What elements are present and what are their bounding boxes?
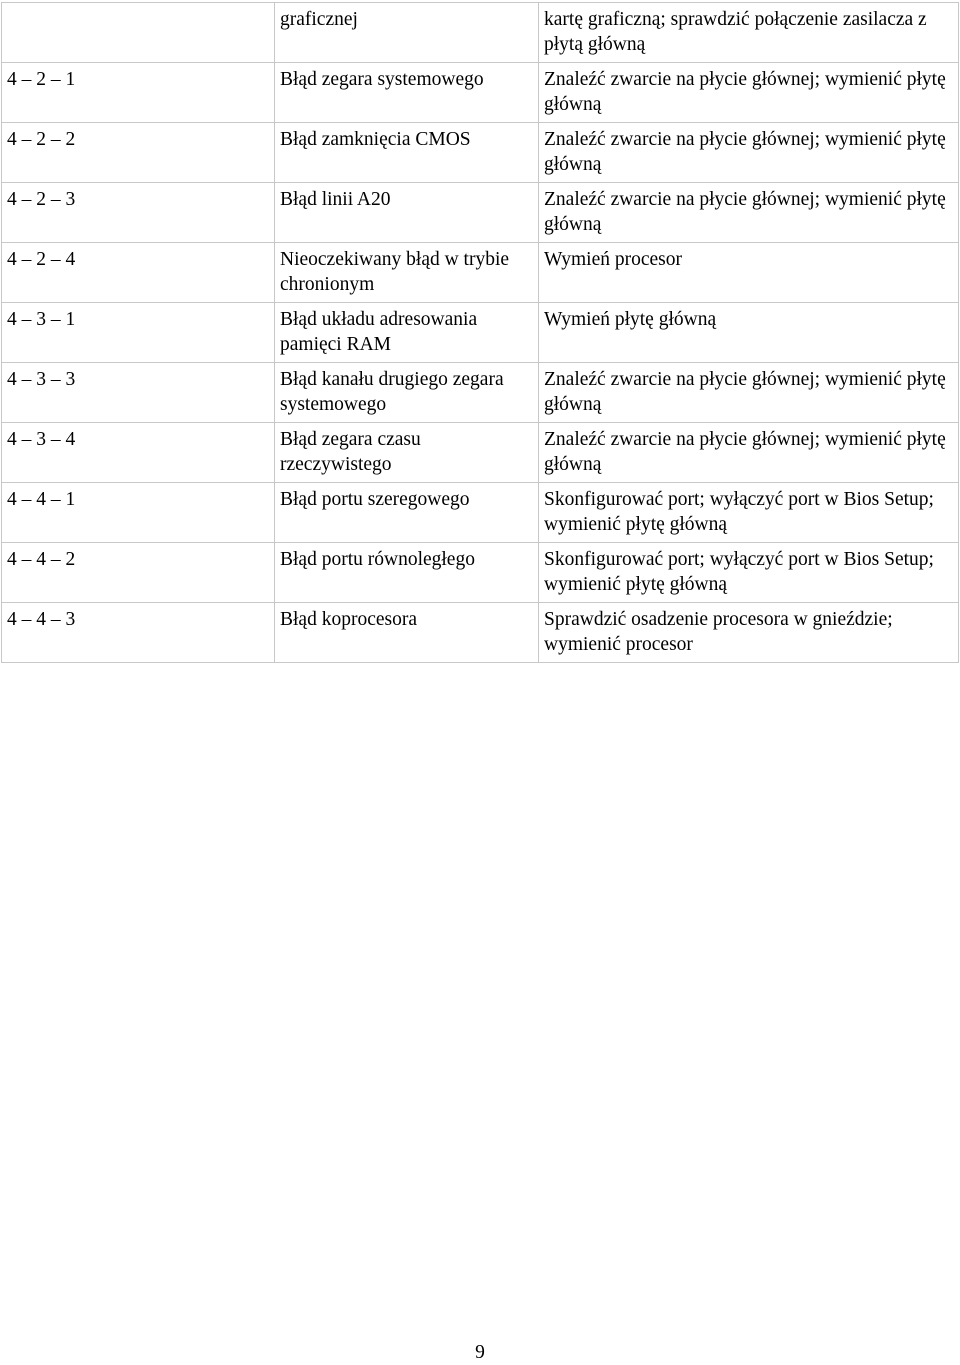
table-row xyxy=(2,543,959,603)
error-description-cell: Błąd zegara systemowego xyxy=(275,63,539,123)
beep-code-cell: 4 – 3 – 3 xyxy=(2,363,275,423)
remedy-cell: Znaleźć zwarcie na płycie głównej; wymienić płytę główną xyxy=(539,363,959,423)
error-description-cell: Nieoczekiwany błąd w trybie chronionym xyxy=(275,243,539,303)
table-row xyxy=(2,483,959,543)
error-description-cell: Błąd portu szeregowego xyxy=(275,483,539,543)
error-description-cell: Błąd układu adresowania pamięci RAM xyxy=(275,303,539,363)
remedy-cell: Wymień płytę główną xyxy=(539,303,959,363)
remedy-cell: Skonfigurować port; wyłączyć port w Bios Setup; wymienić płytę główną xyxy=(539,483,959,543)
remedy-cell: Wymień procesor xyxy=(539,243,959,303)
beep-code-table xyxy=(1,2,959,663)
beep-code-cell: 4 – 4 – 2 xyxy=(2,543,275,603)
remedy-cell: kartę graficzną; sprawdzić połączenie zasilacza z płytą główną xyxy=(539,3,959,63)
beep-code-cell: 4 – 4 – 3 xyxy=(2,603,275,663)
page-number: 9 xyxy=(475,1342,485,1363)
error-description-cell: Błąd kanału drugiego zegara systemowego xyxy=(275,363,539,423)
table-row xyxy=(2,123,959,183)
error-description-cell: Błąd zamknięcia CMOS xyxy=(275,123,539,183)
beep-code-cell: 4 – 2 – 3 xyxy=(2,183,275,243)
beep-code-cell: 4 – 4 – 1 xyxy=(2,483,275,543)
table-row xyxy=(2,3,959,63)
table-row xyxy=(2,603,959,663)
remedy-cell: Znaleźć zwarcie na płycie głównej; wymienić płytę główną xyxy=(539,123,959,183)
remedy-cell: Znaleźć zwarcie na płycie głównej; wymienić płytę główną xyxy=(539,423,959,483)
beep-code-cell: 4 – 2 – 1 xyxy=(2,63,275,123)
table-row xyxy=(2,363,959,423)
table-row xyxy=(2,183,959,243)
table-row xyxy=(2,423,959,483)
beep-code-cell xyxy=(2,3,275,63)
beep-code-cell: 4 – 2 – 2 xyxy=(2,123,275,183)
error-description-cell: Błąd linii A20 xyxy=(275,183,539,243)
beep-code-cell: 4 – 3 – 4 xyxy=(2,423,275,483)
table-row xyxy=(2,303,959,363)
table-row xyxy=(2,63,959,123)
error-description-cell: Błąd koprocesora xyxy=(275,603,539,663)
error-description-cell: Błąd portu równoległego xyxy=(275,543,539,603)
remedy-cell: Znaleźć zwarcie na płycie głównej; wymienić płytę główną xyxy=(539,183,959,243)
beep-code-cell: 4 – 3 – 1 xyxy=(2,303,275,363)
error-description-cell: graficznej xyxy=(275,3,539,63)
remedy-cell: Sprawdzić osadzenie procesora w gnieździe; wymienić procesor xyxy=(539,603,959,663)
beep-code-cell: 4 – 2 – 4 xyxy=(2,243,275,303)
table-row xyxy=(2,243,959,303)
remedy-cell: Skonfigurować port; wyłączyć port w Bios Setup; wymienić płytę główną xyxy=(539,543,959,603)
error-description-cell: Błąd zegara czasu rzeczywistego xyxy=(275,423,539,483)
remedy-cell: Znaleźć zwarcie na płycie głównej; wymienić płytę główną xyxy=(539,63,959,123)
